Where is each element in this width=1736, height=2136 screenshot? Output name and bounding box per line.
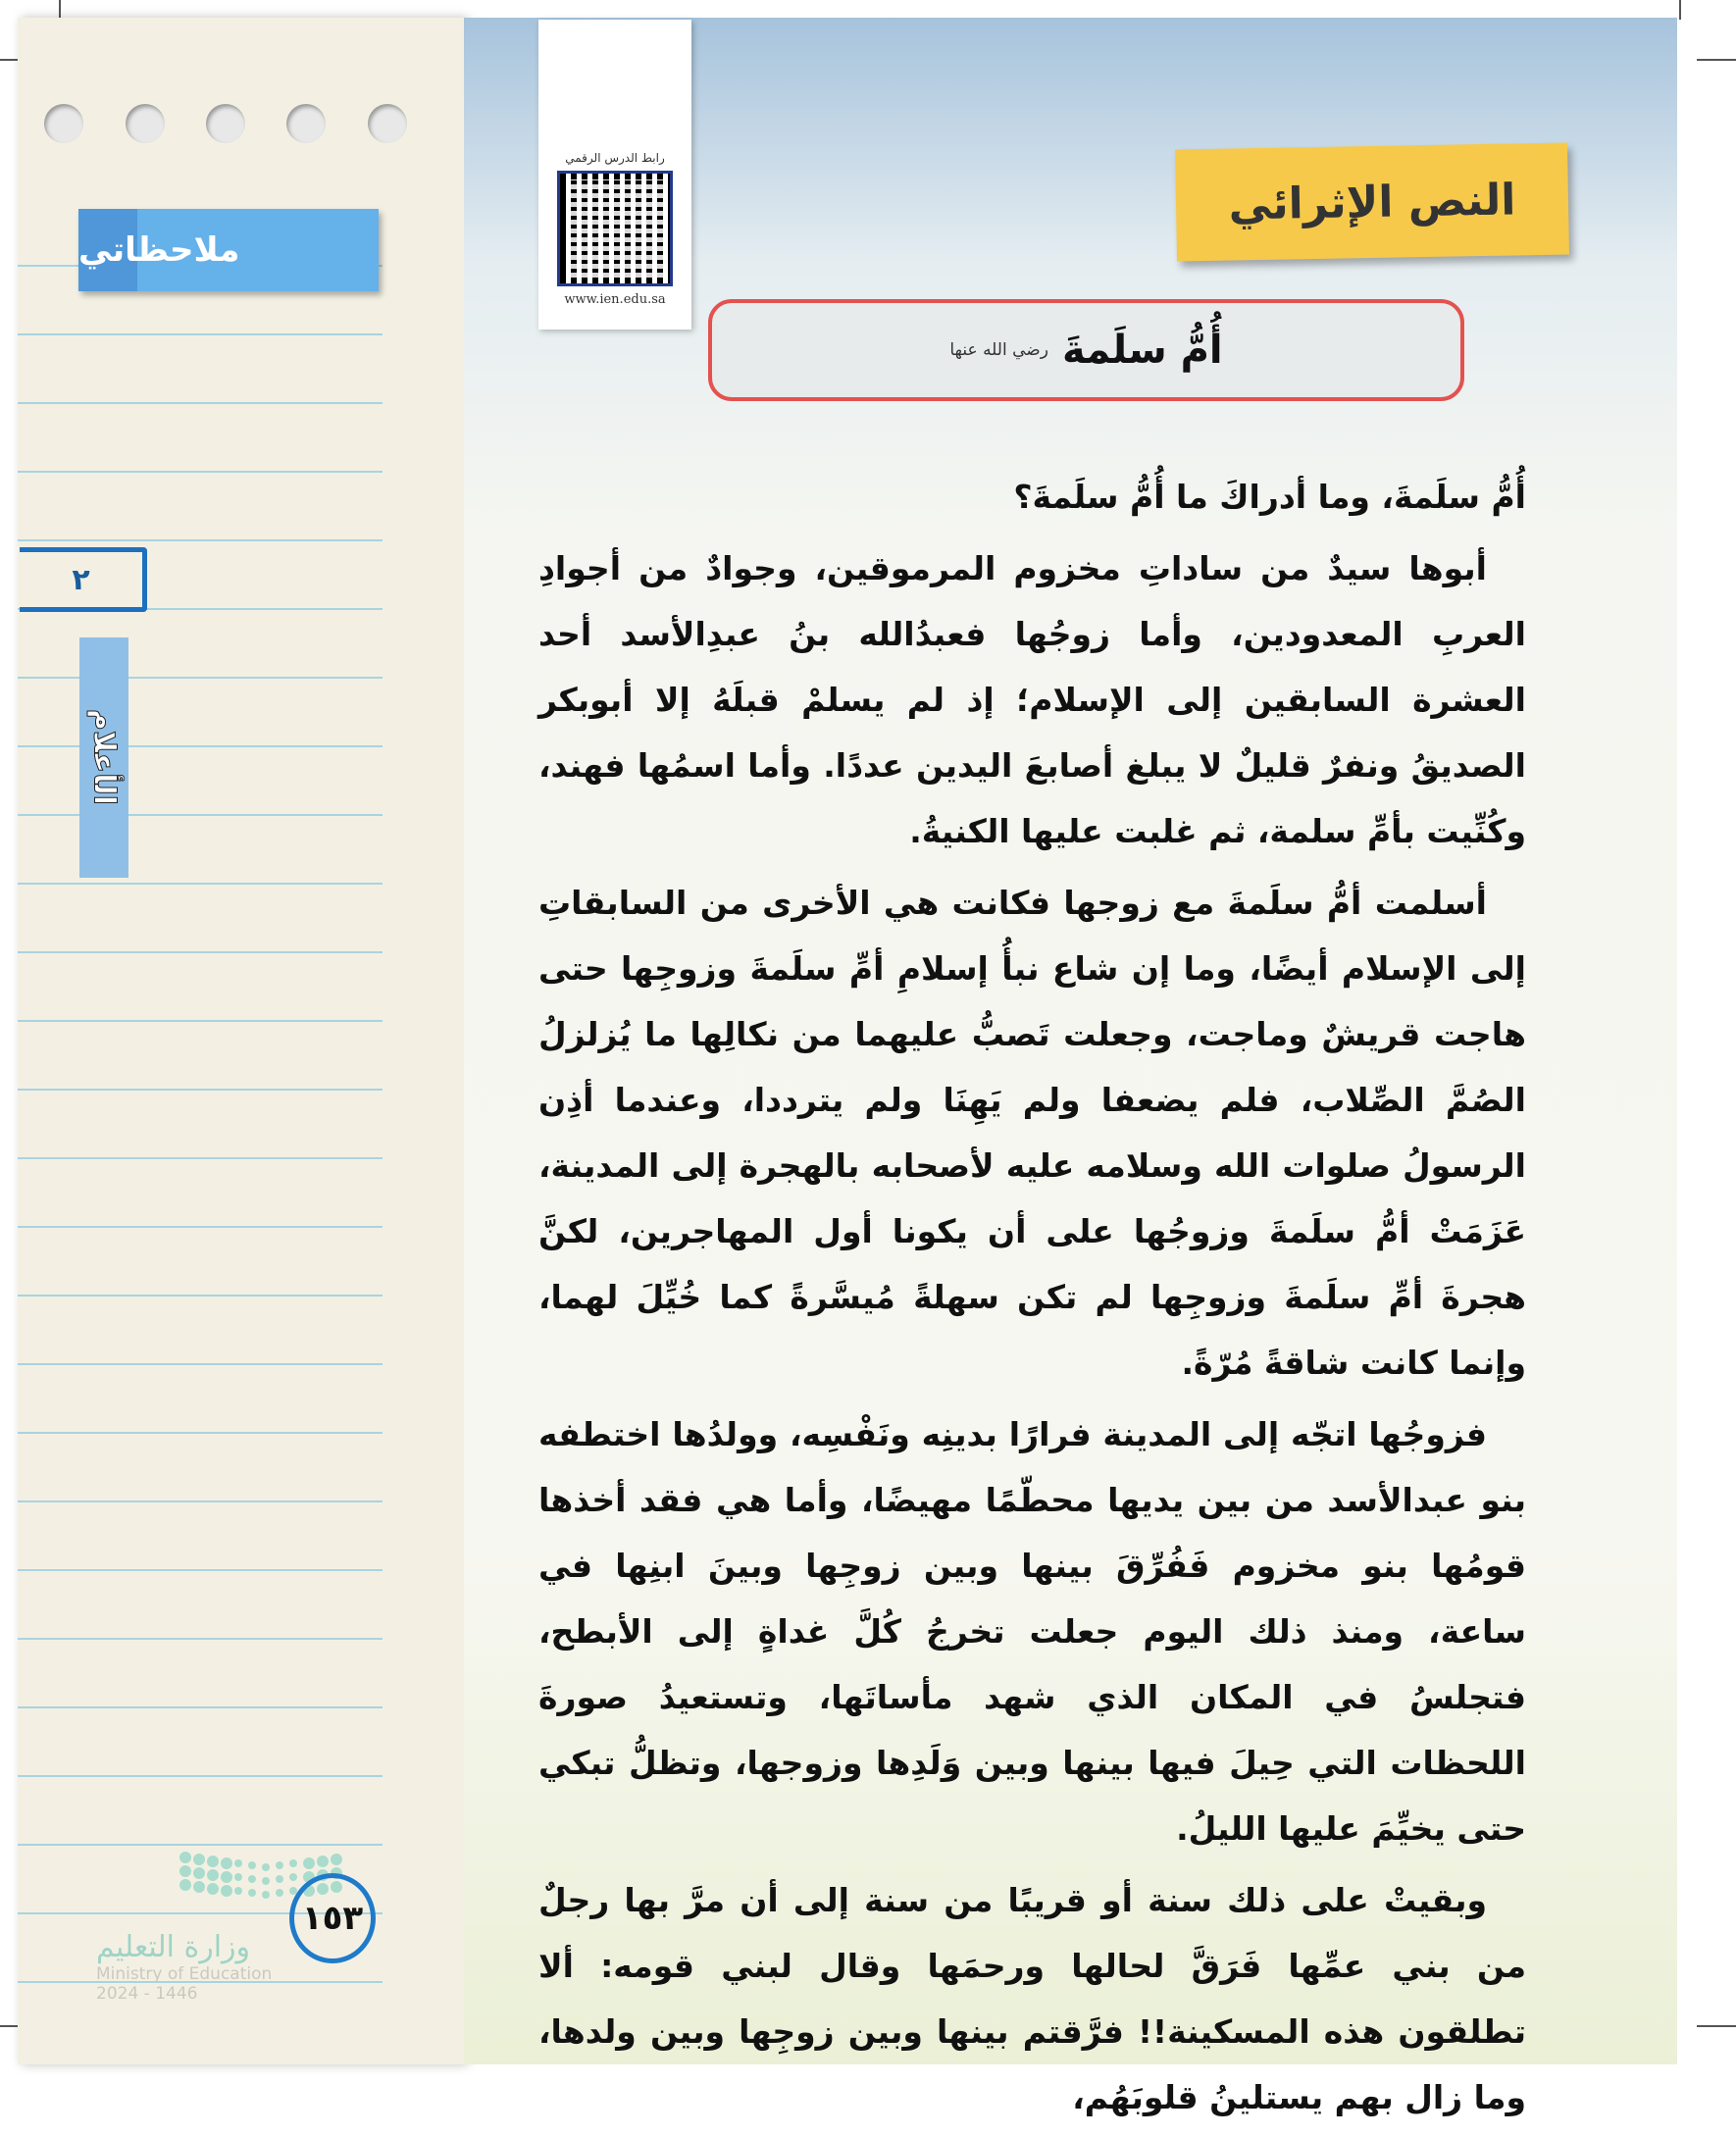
logo-dot	[207, 1883, 219, 1895]
unit-number-box: ٢	[20, 547, 147, 612]
qr-label: رابط الدرس الرقمي	[565, 151, 665, 165]
ruled-line	[18, 1020, 383, 1022]
lesson-title: أُمُّ سلَمةَ	[1061, 328, 1223, 373]
ruled-line	[18, 1226, 383, 1228]
paragraph: أسلمت أمُّ سلَمةَ مع زوجها فكانت هي الأخرى من السابقاتِ إلى الإسلام أيضًا، وما إن شاع نبأُ إسلامِ أمِّ سلَمةَ وزوجِها حتى هاجت قريشٌ وماجت، وجعلت تَصبُّ عليهما من نكالِها ما يُزلزلُ الصُمَّ الصِّلاب، فلم يضعفا ولم يَهِنَا ولم يترددا، وعندما أذِن الرسولُ صلوات الله وسلامه عليه لأصحابه بالهجرة إلى المدينة، عَزَمَتْ أمُّ سلَمةَ وزوجُها على أن يكونا أول المهاجرين، لكنَّ هجرةَ أمِّ سلَمةَ وزوجِها لم تكن سهلةً مُيسَّرةً كما خُيِّلَ لهما، وإنما كانت شاقةً مُرّةً.	[538, 884, 1526, 1382]
crop-mark	[1697, 59, 1736, 61]
qr-url[interactable]: www.ien.edu.sa	[564, 292, 666, 307]
crop-mark	[0, 2025, 18, 2027]
ruled-line	[18, 883, 383, 885]
ruled-line	[18, 814, 383, 816]
crop-mark	[59, 0, 61, 20]
crop-mark	[1679, 0, 1681, 20]
logo-dot	[193, 1867, 205, 1879]
logo-dot	[262, 1863, 270, 1871]
ruled-line	[18, 951, 383, 953]
binder-hole	[206, 104, 245, 143]
notes-tab: ملاحظاتي	[78, 209, 379, 291]
ruled-line	[18, 677, 383, 679]
logo-dot	[179, 1879, 191, 1891]
ruled-line	[18, 745, 383, 747]
ministry-name-en: Ministry of Education	[96, 1964, 273, 1984]
paragraph: أُمُّ سلَمةَ، وما أدراكَ ما أُمُّ سلَمةَ؟	[1013, 478, 1526, 516]
logo-dot	[234, 1859, 242, 1867]
crop-mark	[1697, 2025, 1736, 2027]
edition-year: 2024 - 1446	[96, 1984, 198, 2004]
honorific: رضي الله عنها	[949, 340, 1048, 360]
ruled-line	[18, 1295, 383, 1297]
logo-dot	[179, 1865, 191, 1877]
ruled-line	[18, 471, 383, 473]
logo-dot	[193, 1881, 205, 1893]
notes-sidebar	[18, 18, 464, 2064]
binder-hole	[126, 104, 165, 143]
crop-mark	[0, 59, 18, 61]
logo-dot	[317, 1856, 329, 1867]
logo-dot	[221, 1871, 232, 1883]
paragraph: وبقيتْ على ذلك سنة أو قريبًا من سنة إلى أن مرَّ بها رجلٌ من بني عمِّها فَرَقَّ لحالها ورحمَها وقال لبني قومه: ألا تطلقون هذه المسكينة!! فرَّقتم بينها وبين زوجِها وبين ولدها، وما زال بهم يستلينُ قلوبَهُم،	[538, 1881, 1526, 2116]
ruled-line	[18, 402, 383, 404]
ruled-line	[18, 539, 383, 541]
ruled-line	[18, 1363, 383, 1365]
paragraph: فزوجُها اتجّه إلى المدينة فرارًا بدينِه ونَفْسِه، وولدُها اختطفه بنو عبدالأسد من بين يديها محطّمًا مهيضًا، وأما هي فقد أخذها قومُها بنو مخزوم فَفُرِّقَ بينها وبين زوجِها وبينَ ابنِها في ساعة، ومنذ ذلك اليوم جعلت تخرجُ كُلَّ غداةٍ إلى الأبطح، فتجلسُ في المكان الذي شهد مأساتَها، وتستعيدُ صورةَ اللحظات التي حِيلَ فيها بينها وبين وَلَدِها وزوجها، وتظلُّ تبكي حتى يخيِّمَ عليها الليلُ.	[538, 1415, 1526, 1848]
unit-ribbon	[79, 637, 128, 878]
ruled-line	[18, 1500, 383, 1502]
logo-dot	[221, 1885, 232, 1897]
logo-dot	[193, 1854, 205, 1865]
logo-dot	[262, 1891, 270, 1899]
ruled-line	[18, 333, 383, 335]
logo-dot	[179, 1852, 191, 1863]
ruled-line	[18, 1638, 383, 1640]
ministry-name-ar: وزارة التعليم	[96, 1930, 251, 1964]
ministry-logo	[96, 1930, 272, 2004]
logo-dot	[248, 1875, 256, 1883]
article-body	[538, 464, 1526, 2136]
paragraph: أبوها سيدٌ من ساداتِ مخزوم المرموقين، وجوادٌ من أجوادِ العربِ المعدودين، وأما زوجُها فعبدُالله بنُ عبدِالأسد أحد العشرة السابقين إلى الإسلام؛ إذ لم يسلمْ قبلَهُ إلا أبوبكر الصديقُ ونفرٌ قليلٌ لا يبلغ أصابعَ اليدين عددًا. وأما اسمُها فهند، وكُنِّيت بأمِّ سلمة، ثم غلبت عليها الكنيةُ.	[538, 549, 1526, 850]
logo-dot	[289, 1859, 297, 1867]
logo-dot	[276, 1889, 283, 1897]
logo-dot	[248, 1889, 256, 1897]
binder-hole	[286, 104, 326, 143]
lesson-page	[464, 18, 1677, 2116]
page-number: ١٥٣	[289, 1873, 376, 1963]
logo-dot	[331, 1854, 342, 1865]
ruled-line	[18, 1089, 383, 1091]
logo-dot	[289, 1873, 297, 1881]
ruled-line	[18, 1157, 383, 1159]
unit-ribbon-label: الأعلام	[86, 709, 122, 806]
logo-dot	[234, 1887, 242, 1895]
logo-dot	[207, 1856, 219, 1867]
lesson-title-box	[708, 299, 1464, 401]
ruled-line	[18, 1432, 383, 1434]
ruled-line	[18, 1706, 383, 1708]
logo-dot	[234, 1873, 242, 1881]
logo-dot	[248, 1861, 256, 1869]
section-label: النص الإثرائي	[1175, 143, 1569, 262]
logo-dot	[276, 1875, 283, 1883]
logo-dot	[276, 1861, 283, 1869]
ruled-line	[18, 1569, 383, 1571]
binder-hole	[44, 104, 83, 143]
logo-dot	[262, 1877, 270, 1885]
qr-code[interactable]	[557, 171, 673, 286]
logo-dot	[303, 1857, 315, 1869]
ruled-line	[18, 1844, 383, 1846]
binder-hole	[368, 104, 407, 143]
ruled-line	[18, 1775, 383, 1777]
logo-dot	[221, 1857, 232, 1869]
qr-card	[538, 20, 691, 330]
logo-dot	[207, 1869, 219, 1881]
